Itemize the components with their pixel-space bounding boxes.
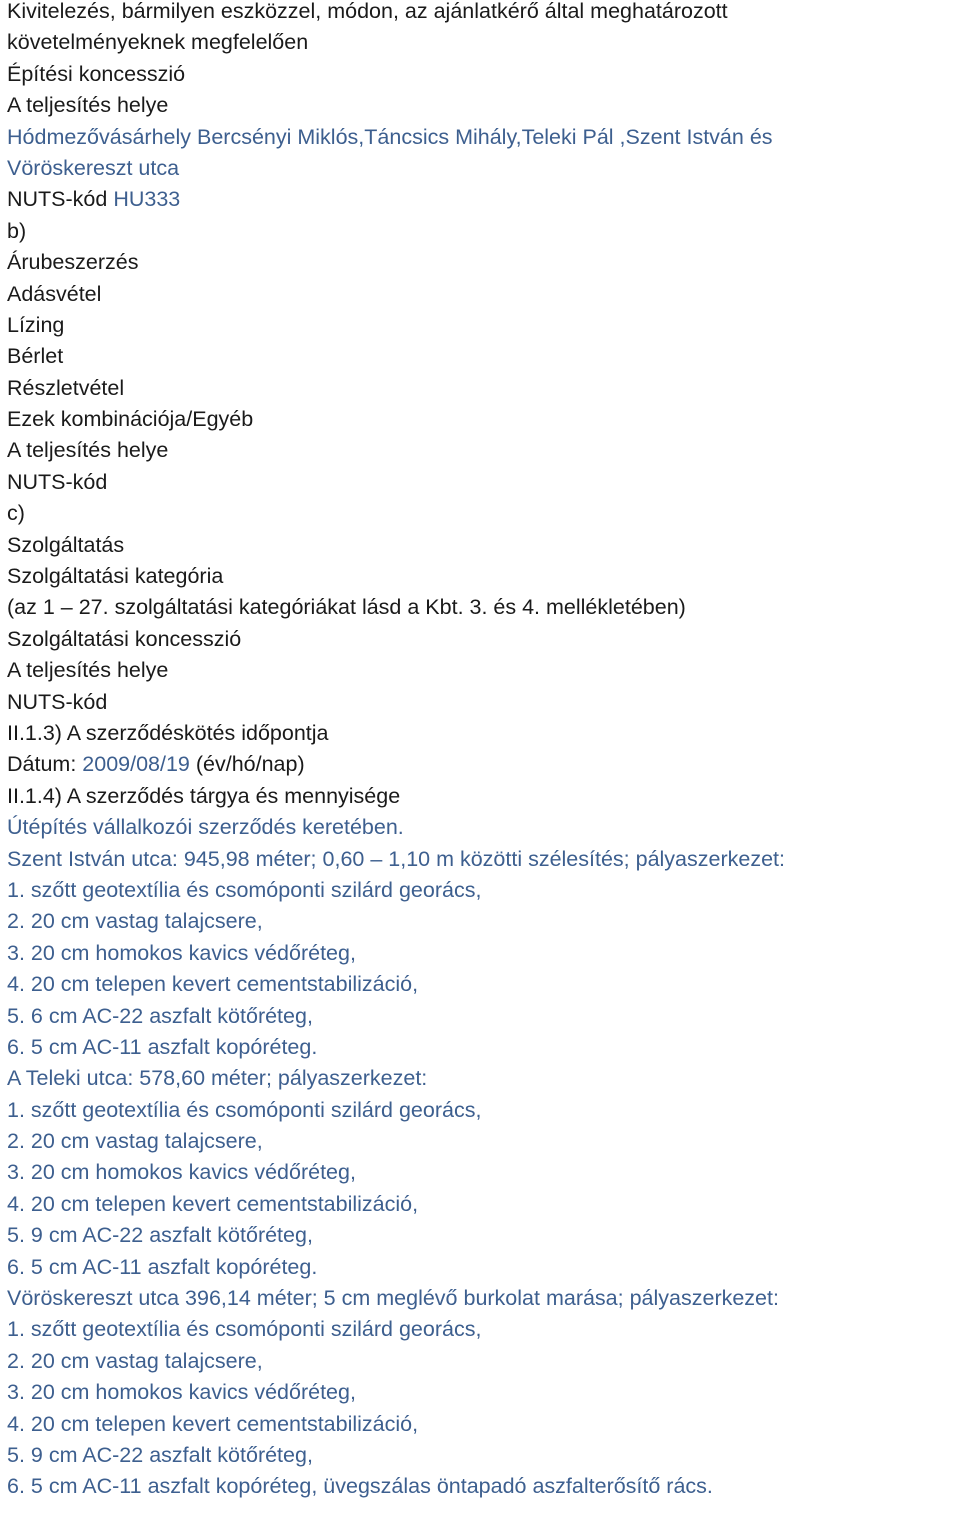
line-value: 5. 6 cm AC-22 aszfalt kötőréteg,: [7, 1003, 313, 1028]
line-label: II.1.4) A szerződés tárgya és mennyisége: [7, 783, 401, 808]
line-label: Részletvétel: [7, 375, 125, 400]
document-line: [7, 687, 957, 718]
document-line: [7, 592, 957, 623]
line-value: 5. 9 cm AC-22 aszfalt kötőréteg,: [7, 1223, 313, 1248]
document-line: [7, 1283, 957, 1314]
document-line: [7, 938, 957, 969]
document-line: [7, 216, 957, 247]
document-line: [7, 781, 957, 812]
document-line: [7, 655, 957, 686]
line-label: II.1.3) A szerződéskötés időpontja: [7, 720, 329, 745]
document-line: [7, 1001, 957, 1032]
document-line: [7, 1440, 957, 1471]
line-label: A teljesítés helye: [7, 438, 169, 463]
line-value: 4. 20 cm telepen kevert cementstabilizáció,: [7, 1191, 419, 1216]
line-label: NUTS-kód: [7, 187, 114, 212]
line-label: Szolgáltatási kategória: [7, 564, 224, 589]
document-line: [7, 27, 957, 58]
document-line: [7, 0, 957, 27]
line-value: 1. szőtt geotextília és csomóponti szilárd georács,: [7, 1097, 482, 1122]
line-value: 5. 9 cm AC-22 aszfalt kötőréteg,: [7, 1442, 313, 1467]
document-line: [7, 1346, 957, 1377]
document-line: [7, 561, 957, 592]
line-value: 3. 20 cm homokos kavics védőréteg,: [7, 1160, 356, 1185]
line-value: Szent István utca: 945,98 méter; 0,60 – 1,10 m közötti szélesítés; pályaszerkezet:: [7, 846, 785, 871]
document-line: [7, 1157, 957, 1188]
document-line: [7, 906, 957, 937]
line-value: 2. 20 cm vastag talajcsere,: [7, 1348, 263, 1373]
document-line: [7, 749, 957, 780]
line-label: Lízing: [7, 312, 65, 337]
document-line: [7, 1409, 957, 1440]
line-value: 6. 5 cm AC-11 aszfalt kopóréteg, üvegszálas öntapadó aszfalterősítő rács.: [7, 1474, 713, 1499]
document-line: [7, 184, 957, 215]
document-line: [7, 373, 957, 404]
line-value: 4. 20 cm telepen kevert cementstabilizáció,: [7, 1411, 419, 1436]
document-body: [7, 0, 957, 1503]
line-label: Építési koncesszió: [7, 61, 186, 86]
line-value: Vöröskereszt utca: [7, 155, 180, 180]
document-line: [7, 279, 957, 310]
line-label: (az 1 – 27. szolgáltatási kategóriákat lásd a Kbt. 3. és 4. mellékletében): [7, 595, 686, 620]
document-line: [7, 90, 957, 121]
line-value: 3. 20 cm homokos kavics védőréteg,: [7, 1380, 356, 1405]
line-label: követelményeknek megfelelően: [7, 30, 309, 55]
document-line: [7, 435, 957, 466]
line-label: Adásvétel: [7, 281, 102, 306]
document-line: [7, 1377, 957, 1408]
line-value: 1. szőtt geotextília és csomóponti szilárd georács,: [7, 877, 482, 902]
line-label: A teljesítés helye: [7, 658, 169, 683]
document-line: [7, 875, 957, 906]
line-value: 2. 20 cm vastag talajcsere,: [7, 1129, 263, 1154]
line-value: A Teleki utca: 578,60 méter; pályaszerkezet:: [7, 1066, 428, 1091]
line-value: 6. 5 cm AC-11 aszfalt kopóréteg.: [7, 1034, 318, 1059]
document-line: [7, 530, 957, 561]
line-value: 2009/08/19: [82, 752, 190, 777]
line-value: 1. szőtt geotextília és csomóponti szilárd georács,: [7, 1317, 482, 1342]
document-line: [7, 467, 957, 498]
line-label: NUTS-kód: [7, 469, 108, 494]
line-label: Dátum:: [7, 752, 83, 777]
document-line: [7, 812, 957, 843]
line-value: Hódmezővásárhely Bercsényi Miklós,Táncsics Mihály,Teleki Pál ,Szent István és: [7, 124, 773, 149]
document-line: [7, 1189, 957, 1220]
document-line: [7, 1252, 957, 1283]
document-line: [7, 498, 957, 529]
line-value: HU333: [113, 187, 181, 212]
line-value: 2. 20 cm vastag talajcsere,: [7, 909, 263, 934]
document-line: [7, 404, 957, 435]
line-label: b): [7, 218, 27, 243]
document-line: [7, 969, 957, 1000]
line-value: Vöröskereszt utca 396,14 méter; 5 cm meglévő burkolat marása; pályaszerkezet:: [7, 1286, 779, 1311]
line-value: Útépítés vállalkozói szerződés keretében.: [7, 815, 404, 840]
line-label: NUTS-kód: [7, 689, 108, 714]
document-line: [7, 1220, 957, 1251]
document-line: [7, 122, 957, 153]
document-line: [7, 1314, 957, 1345]
line-suffix: (év/hó/nap): [189, 752, 305, 777]
document-line: [7, 1126, 957, 1157]
line-value: 4. 20 cm telepen kevert cementstabilizáció,: [7, 972, 419, 997]
line-label: Árubeszerzés: [7, 250, 139, 275]
document-line: [7, 247, 957, 278]
line-label: Kivitelezés, bármilyen eszközzel, módon, az ajánlatkérő által meghatározott: [7, 0, 728, 23]
document-line: [7, 59, 957, 90]
line-label: Szolgáltatás: [7, 532, 125, 557]
line-label: Szolgáltatási koncesszió: [7, 626, 242, 651]
document-line: [7, 624, 957, 655]
document-line: [7, 341, 957, 372]
line-value: 6. 5 cm AC-11 aszfalt kopóréteg.: [7, 1254, 318, 1279]
document-line: [7, 153, 957, 184]
document-line: [7, 718, 957, 749]
document-line: [7, 1095, 957, 1126]
line-label: Ezek kombinációja/Egyéb: [7, 407, 254, 432]
line-label: A teljesítés helye: [7, 93, 169, 118]
document-line: [7, 1032, 957, 1063]
document-line: [7, 1471, 957, 1502]
line-value: 3. 20 cm homokos kavics védőréteg,: [7, 940, 356, 965]
document-line: [7, 844, 957, 875]
line-label: Bérlet: [7, 344, 64, 369]
line-label: c): [7, 501, 25, 526]
document-line: [7, 1063, 957, 1094]
document-line: [7, 310, 957, 341]
